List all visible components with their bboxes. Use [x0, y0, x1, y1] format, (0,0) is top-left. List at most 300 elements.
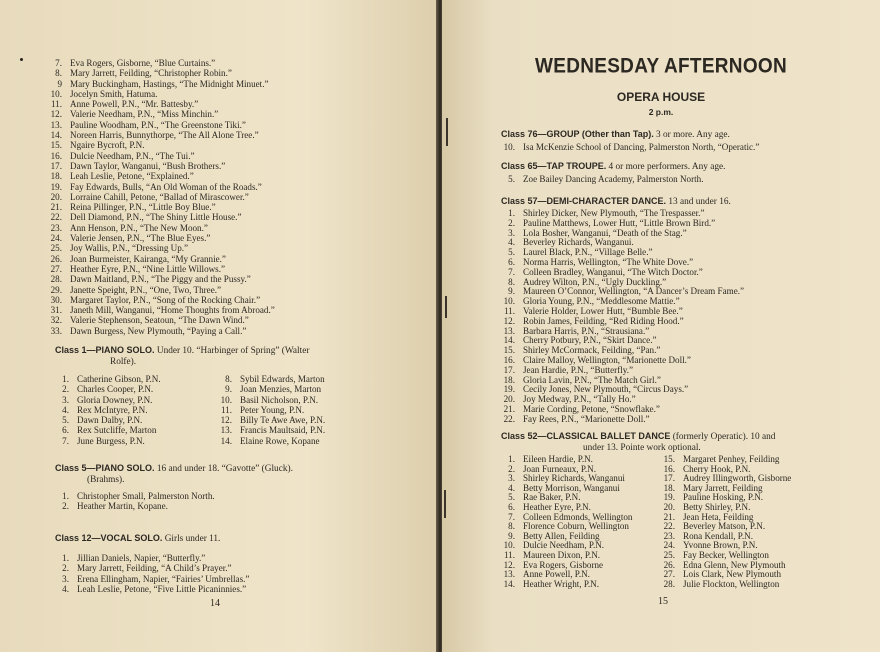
- entry-number: 21.: [503, 403, 515, 414]
- entry: [48, 161, 275, 171]
- entry-text: Joy Wallis, P.N., “Dressing Up.”: [70, 243, 189, 254]
- class-5-list: [55, 491, 215, 512]
- entry-text: Dawn Dalby, P.N.: [77, 415, 143, 426]
- entry: [48, 68, 275, 78]
- entry-number: 7.: [508, 266, 515, 277]
- entry: [218, 395, 325, 405]
- entry-number: 10.: [220, 394, 232, 405]
- entry-number: 11.: [50, 99, 62, 110]
- entry-number: 16.: [50, 150, 62, 161]
- entry-text: Jocelyn Smith, Hatuma.: [70, 88, 158, 99]
- entry: [55, 501, 215, 511]
- entry: [48, 99, 275, 109]
- entry-number: 23.: [50, 222, 62, 233]
- entry-text: Beverley Matson, P.N.: [683, 521, 766, 532]
- entry-number: 9.: [508, 286, 515, 297]
- class-52-entries: [501, 455, 791, 589]
- class-65-label: Class 65—TAP TROUPE.: [501, 161, 607, 171]
- entry-number: 13.: [50, 119, 62, 130]
- entry-text: Betty Shirley, P.N.: [683, 501, 751, 512]
- page-number-left: 14: [210, 598, 220, 609]
- continued-entries-section: [48, 58, 275, 336]
- entry: [48, 109, 275, 119]
- class-76-label: Class 76—GROUP (Other than Tap).: [501, 129, 654, 139]
- entry: [48, 79, 275, 89]
- entry: [48, 315, 275, 325]
- entry-text: Joan Furneaux, P.N.: [523, 463, 596, 474]
- class-5-heading: [55, 463, 405, 486]
- entry-number: 16.: [503, 354, 515, 365]
- entry-text: Dulcie Needham, P.N., “The Tui.”: [70, 150, 195, 161]
- entry: [218, 415, 325, 425]
- entry-text: Florence Coburn, Wellington: [523, 521, 629, 532]
- class-1-entries: [55, 374, 325, 446]
- entry-number: 4.: [508, 482, 515, 493]
- entry-text: Eva Rogers, Gisborne: [523, 559, 604, 570]
- entry: [48, 202, 275, 212]
- entry-number: 5.: [508, 174, 515, 184]
- entry-number: 8.: [508, 521, 515, 532]
- entry: [48, 254, 275, 264]
- entry-text: Colleen Edmonds, Wellington: [523, 511, 633, 522]
- entry: [48, 120, 275, 130]
- entry: [55, 384, 218, 394]
- entry-number: 31.: [50, 305, 62, 316]
- entry-number: 6.: [508, 501, 515, 512]
- entry: [55, 436, 218, 446]
- entry-number: 2.: [62, 563, 69, 574]
- entry-text: Laurel Black, P.N., “Village Belle.”: [523, 247, 653, 258]
- entry-number: 8.: [225, 374, 232, 384]
- entry-number: 11.: [503, 549, 515, 560]
- entry-text: Heather Eyre, P.N., “Nine Little Willows.”: [70, 263, 226, 274]
- entry-number: 10.: [503, 296, 515, 307]
- entry-number: 14.: [503, 578, 515, 589]
- page-number-right: 15: [658, 596, 668, 607]
- left-page: [0, 0, 438, 652]
- entry-text: Robin James, Feilding, “Red Riding Hood.”: [523, 315, 684, 326]
- entry-text: Zoe Bailey Dancing Academy, Palmerston North.: [523, 174, 704, 184]
- entry-number: 18.: [50, 171, 62, 182]
- entry-text: Sybil Edwards, Marton: [240, 374, 325, 384]
- entry-text: Maureen O’Connor, Wellington, “A Dancer’s Dream Fame.”: [523, 286, 745, 297]
- class-76-description: 3 or more. Any age.: [653, 130, 730, 140]
- entry-text: Basil Nicholson, P.N.: [240, 394, 319, 405]
- entry-text: Cecily Jones, New Plymouth, “Circus Days.”: [523, 384, 689, 395]
- entry-text: Valerie Holder, Lower Hutt, “Bumble Bee.”: [523, 305, 683, 316]
- entry: [501, 142, 759, 152]
- class-12-description: Girls under 11.: [162, 534, 221, 544]
- class-57-list: [501, 209, 744, 425]
- entry-text: Ngaire Bycroft, P.N.: [70, 140, 145, 151]
- class-52-label: Class 52—CLASSICAL BALLET DANCE: [501, 431, 671, 441]
- entry-number: 15.: [503, 345, 515, 356]
- entry-number: 3.: [62, 573, 69, 584]
- entry-number: 2.: [62, 501, 69, 512]
- entry-text: Margaret Taylor, P.N., “Song of the Rocking Chair.”: [70, 294, 261, 305]
- entry: [218, 405, 325, 415]
- entry-text: Jean Heta, Feilding: [683, 511, 754, 522]
- entry-text: Gloria Downey, P.N.: [77, 394, 153, 405]
- entry-number: 26.: [50, 253, 62, 264]
- entry-text: Marie Cording, Petone, “Snowflake.”: [523, 403, 660, 414]
- class-52-col-1: [501, 455, 661, 589]
- class-57-label: Class 57—DEMI-CHARACTER DANCE.: [501, 196, 667, 206]
- entry-number: 15.: [663, 454, 675, 464]
- entry-number: 33.: [50, 325, 62, 336]
- entry-number: 16.: [663, 463, 675, 474]
- entry: [48, 233, 275, 243]
- entry-text: Gloria Lavin, P.N., “The Match Girl.”: [523, 374, 661, 385]
- entry: [501, 580, 661, 590]
- entry-text: Barbara Harris, P.N., “Strausiana.”: [523, 325, 650, 336]
- entry-text: Cherry Hook, P.N.: [683, 463, 751, 474]
- class-57-entries: [501, 209, 744, 425]
- class-1-description: Under 10. “Harbinger of Spring” (Walter: [154, 346, 310, 356]
- entry-number: 12.: [503, 559, 515, 570]
- entry-number: 17.: [663, 473, 675, 484]
- class-52-description: (formerly Operatic). 10 and: [670, 432, 776, 442]
- class-52-heading: [501, 431, 871, 454]
- entry-number: 6.: [508, 256, 515, 267]
- entry-number: 3.: [508, 227, 515, 238]
- entry-text: Mary Jarrett, Feilding, “Christopher Robin.”: [70, 68, 232, 79]
- entry-text: Anne Powell, P.N., “Mr. Battesby.”: [70, 99, 199, 110]
- entry-number: 2.: [508, 217, 515, 228]
- entry-text: Audrey Illingworth, Gisborne: [683, 473, 792, 484]
- time-label: 2 p.m.: [648, 107, 674, 117]
- entry-text: Julie Flockton, Wellington: [683, 578, 780, 589]
- entry-text: Peter Young, P.N.: [240, 404, 305, 415]
- entry-text: Rex Sutcliffe, Marton: [77, 425, 157, 436]
- entry: [218, 425, 325, 435]
- entry-text: Mary Jarrett, Feilding, “A Child’s Prayer.”: [77, 563, 232, 574]
- entry-number: 7.: [508, 511, 515, 522]
- class-52-col-2: [661, 455, 791, 589]
- entry: [55, 374, 218, 384]
- entry-text: Mary Buckingham, Hastings, “The Midnight Minuet.”: [70, 78, 269, 89]
- entry: [218, 436, 325, 446]
- class-12-heading: [55, 533, 405, 545]
- entry: [661, 580, 791, 590]
- right-page: [442, 0, 880, 652]
- entry-text: Pauline Woodham, P.N., “The Greenstone Tiki.”: [70, 119, 246, 130]
- entry-text: Reina Pillinger, P.N., “Little Boy Blue.”: [70, 202, 216, 213]
- entry-number: 23.: [663, 530, 675, 541]
- entry-number: 25.: [50, 243, 62, 254]
- entry-text: Joan Menzies, Marton: [240, 384, 322, 395]
- entry-number: 24.: [50, 233, 62, 244]
- entry-text: Rona Kendall, P.N.: [683, 530, 753, 541]
- entry-text: Lola Bosher, Wanganui, “Death of the Stag.”: [523, 227, 687, 238]
- entry-text: Edna Glenn, New Plymouth: [683, 559, 786, 570]
- entry-text: Beverley Richards, Wanganui.: [523, 237, 634, 248]
- entry-number: 12.: [50, 109, 62, 120]
- entry-text: Audrey Wilton, P.N., “Ugly Duckling.”: [523, 276, 667, 287]
- entry-text: Pauline Matthews, Lower Hutt, “Little Brown Bird.”: [523, 217, 716, 228]
- entry-text: June Burgess, P.N.: [77, 435, 145, 446]
- margin-mark: [444, 490, 446, 518]
- entry-number: 28.: [663, 578, 675, 589]
- entry-text: Joan Burmeister, Kairanga, “My Grannie.”: [70, 253, 226, 264]
- entry-text: Janeth Mill, Wanganui, “Home Thoughts from Abroad.”: [70, 305, 275, 316]
- entry-text: Rex McIntyre, P.N.: [77, 404, 148, 415]
- entry: [48, 151, 275, 161]
- entry-text: Janette Speight, P.N., “One, Two, Three.”: [70, 284, 222, 295]
- entry-text: Isa McKenzie School of Dancing, Palmerston North, “Operatic.”: [523, 142, 760, 152]
- entry-text: Heather Martin, Kopane.: [77, 501, 168, 512]
- entry-number: 19.: [50, 181, 62, 192]
- entry-text: Norma Harris, Wellington, “The White Dove.”: [523, 256, 694, 267]
- entry-number: 14.: [503, 335, 515, 346]
- entry-text: Fay Becker, Wellington: [683, 549, 769, 560]
- entry: [48, 182, 275, 192]
- class-76-heading: [501, 129, 730, 141]
- entry-number: 20.: [663, 501, 675, 512]
- entry-text: Margaret Penhey, Feilding: [683, 454, 780, 464]
- venue-heading: OPERA HOUSE: [616, 90, 706, 104]
- entry-number: 1.: [62, 553, 69, 563]
- entry-text: Jean Hardie, P.N., “Butterfly.”: [523, 364, 634, 375]
- entry-number: 18.: [503, 374, 515, 385]
- entry-number: 11.: [220, 404, 232, 415]
- entry-text: Fay Edwards, Bulls, “An Old Woman of the Roads.”: [70, 181, 262, 192]
- class-12-entries: [55, 553, 249, 594]
- entry: [48, 89, 275, 99]
- entry-number: 1.: [508, 454, 515, 464]
- entry-text: Gloria Young, P.N., “Meddlesome Mattie.”: [523, 296, 680, 307]
- entry-text: Betty Allen, Feilding: [523, 530, 600, 541]
- class-12-label: Class 12—VOCAL SOLO.: [55, 533, 163, 543]
- entry-number: 9.: [508, 530, 515, 541]
- entry-number: 18.: [663, 482, 675, 493]
- entry-number: 12.: [503, 315, 515, 326]
- entry-number: 21.: [663, 511, 675, 522]
- class-1-col-1: [55, 374, 218, 446]
- entry-number: 9.: [225, 384, 232, 395]
- entry-number: 5.: [508, 247, 515, 258]
- entry-number: 28.: [50, 274, 62, 285]
- entry-text: Dawn Taylor, Wanganui, “Bush Brothers.”: [70, 160, 226, 171]
- entry: [48, 140, 275, 150]
- entry-number: 8.: [508, 276, 515, 287]
- entry-number: 11.: [503, 305, 515, 316]
- entry-text: Dawn Maitland, P.N., “The Piggy and the Pussy.”: [70, 274, 251, 285]
- class-5-label: Class 5—PIANO SOLO.: [55, 463, 155, 473]
- entry-number: 24.: [663, 540, 675, 551]
- entry: [48, 274, 275, 284]
- entry: [55, 491, 215, 501]
- entry-text: Francis Maultsaid, P.N.: [240, 425, 326, 436]
- entry-text: Maureen Dixon, P.N.: [523, 549, 601, 560]
- entry-text: Elaine Rowe, Kopane: [240, 435, 320, 446]
- entry-text: Cherry Potbury, P.N., “Skirt Dance.”: [523, 335, 657, 346]
- entry-text: Valerie Jensen, P.N., “The Blue Eyes.”: [70, 233, 211, 244]
- entry-number: 8.: [55, 68, 62, 79]
- entry-number: 14.: [50, 130, 62, 141]
- entry-number: 6.: [62, 425, 69, 436]
- entry-text: Ann Henson, P.N., “The New Moon.”: [70, 222, 208, 233]
- entry-number: 21.: [50, 202, 62, 213]
- entry: [48, 264, 275, 274]
- entry-number: 29.: [50, 284, 62, 295]
- entry-text: Yvonne Brown, P.N.: [683, 540, 758, 551]
- entry-number: 19.: [503, 384, 515, 395]
- entry: [48, 171, 275, 181]
- entry-number: 1.: [508, 208, 515, 218]
- entry: [48, 192, 275, 202]
- entry-number: 5.: [62, 415, 69, 426]
- entry-number: 19.: [663, 492, 675, 503]
- page-title: WEDNESDAY AFTERNOON: [534, 54, 788, 79]
- entry: [48, 305, 275, 315]
- class-5-description-cont: (Brahms).: [87, 475, 125, 485]
- entry-number: 3.: [508, 473, 515, 484]
- entry-number: 25.: [663, 549, 675, 560]
- entry: [218, 374, 325, 384]
- entry: [501, 174, 703, 184]
- entry-number: 15.: [50, 140, 62, 151]
- class-57-description: 13 and under 16.: [666, 197, 731, 207]
- entry-text: Lorraine Cahill, Petone, “Ballad of Mirascower.”: [70, 191, 249, 202]
- entry-number: 30.: [50, 294, 62, 305]
- entry-number: 4.: [508, 237, 515, 248]
- entry-number: 20.: [503, 394, 515, 405]
- entry-number: 17.: [503, 364, 515, 375]
- class-1-description-cont: Rolfe).: [110, 357, 137, 367]
- entry-text: Colleen Bradley, Wanganui, “The Witch Doctor.”: [523, 266, 703, 277]
- entry-text: Valerie Needham, P.N., “Miss Minchin.”: [70, 109, 219, 120]
- entry: [55, 425, 218, 435]
- entry-text: Heather Eyre, P.N.: [523, 501, 591, 512]
- class-5-description: 16 and under 18. “Gavotte” (Gluck).: [154, 464, 293, 474]
- entry: [55, 395, 218, 405]
- entry-text: Shirley Dicker, New Plymouth, “The Trespasser.”: [523, 208, 705, 218]
- class-52-description-cont: under 13. Pointe work optional.: [583, 443, 701, 453]
- class-76-list: [501, 142, 759, 152]
- entry-number: 13.: [503, 569, 515, 580]
- entry: [48, 285, 275, 295]
- entry: [501, 415, 744, 425]
- entry-text: Mary Jarrett, Feilding: [683, 482, 763, 493]
- class-65-heading: [501, 161, 725, 173]
- entry-number: 13.: [503, 325, 515, 336]
- entry-text: Shirley McCormack, Feilding, “Pan.”: [523, 345, 661, 356]
- entry: [48, 326, 275, 336]
- entry-number: 14.: [220, 435, 232, 446]
- entry: [55, 415, 218, 425]
- entry-text: Noreen Harris, Bunnythorpe, “The All Alone Tree.”: [70, 130, 259, 141]
- entry-text: Rae Baker, P.N.: [523, 492, 581, 503]
- entry-text: Dawn Burgess, New Plymouth, “Paying a Call.”: [70, 325, 247, 336]
- class-65-description: 4 or more performers. Any age.: [606, 162, 726, 172]
- entry-text: Fay Rees, P.N., “Marionette Doll.”: [523, 413, 650, 424]
- entry: [55, 584, 249, 594]
- entry: [48, 58, 275, 68]
- entry-number: 22.: [503, 413, 515, 424]
- entry: [55, 553, 249, 563]
- entry-number: 9: [57, 78, 62, 89]
- entry-text: Pauline Hosking, P.N.: [683, 492, 764, 503]
- entry-number: 2.: [508, 463, 515, 474]
- class-1-heading: [55, 345, 405, 368]
- entry-number: 2.: [62, 384, 69, 395]
- entry: [48, 295, 275, 305]
- entry-text: Shirley Richards, Wanganui: [523, 473, 625, 484]
- entry-number: 13.: [220, 425, 232, 436]
- entry: [218, 384, 325, 394]
- entry-number: 12.: [220, 415, 232, 426]
- entry-number: 1.: [62, 491, 69, 501]
- class-65-list: [501, 174, 703, 184]
- entry-number: 1.: [62, 374, 69, 384]
- entry-number: 4.: [62, 404, 69, 415]
- entry-number: 10.: [503, 540, 515, 551]
- ink-spot: [20, 58, 23, 61]
- entry-number: 10.: [50, 88, 62, 99]
- entry: [48, 212, 275, 222]
- entry-number: 7.: [55, 58, 62, 68]
- entry-text: Eileen Hardie, P.N.: [523, 454, 593, 464]
- entry-text: Dell Diamond, P.N., “The Shiny Little House.”: [70, 212, 242, 223]
- entry-text: Eva Rogers, Gisborne, “Blue Curtains.”: [70, 58, 216, 68]
- entry-text: Charles Cooper, P.N.: [77, 384, 154, 395]
- entry: [55, 563, 249, 573]
- entry-number: 20.: [50, 191, 62, 202]
- entry-number: 17.: [50, 160, 62, 171]
- entry-number: 22.: [50, 212, 62, 223]
- entry-text: Billy Te Awe Awe, P.N.: [240, 415, 326, 426]
- entry-number: 27.: [663, 569, 675, 580]
- entry: [55, 405, 218, 415]
- class-1-col-2: [218, 374, 325, 446]
- class-12-list: [55, 553, 249, 594]
- entry-number: 26.: [663, 559, 675, 570]
- entry-text: Lois Clark, New Plymouth: [683, 569, 782, 580]
- entry-text: Anne Powell, P.N.: [523, 569, 590, 580]
- entry: [55, 574, 249, 584]
- entry-text: Heather Wright, P.N.: [523, 578, 599, 589]
- entry-number: 5.: [508, 492, 515, 503]
- margin-mark: [445, 296, 447, 318]
- entry-text: Leah Leslie, Petone, “Five Little Picaninnies.”: [77, 583, 247, 594]
- class-57-heading: [501, 196, 731, 208]
- entry-text: Christopher Small, Palmerston North.: [77, 491, 215, 501]
- entry-text: Catherine Gibson, P.N.: [77, 374, 161, 384]
- class-76-entries: [501, 142, 759, 152]
- class-5-entries: [55, 491, 215, 512]
- entry-text: Jillian Daniels, Napier, “Butterfly.”: [77, 553, 206, 563]
- entry-text: Valerie Stephenson, Seatoun, “The Dawn Wind.”: [70, 315, 249, 326]
- entry-text: Joy Medway, P.N., “Tally Ho.”: [523, 394, 636, 405]
- entry-number: 4.: [62, 583, 69, 594]
- class-65-entries: [501, 174, 703, 184]
- entry-number: 7.: [62, 435, 69, 446]
- margin-mark: [446, 118, 448, 146]
- entry-text: Betty Morrison, Wanganui: [523, 482, 620, 493]
- entry-number: 3.: [62, 394, 69, 405]
- entry-text: Erena Ellingham, Napier, “Fairies’ Umbrellas.”: [77, 573, 250, 584]
- entry-text: Leah Leslie, Petone, “Explained.”: [70, 171, 194, 182]
- entry-number: 27.: [50, 263, 62, 274]
- entry: [48, 223, 275, 233]
- entry-text: Claire Malloy, Wellington, “Marionette Doll.”: [523, 354, 691, 365]
- class-1-label: Class 1—PIANO SOLO.: [55, 345, 155, 355]
- continued-entries-list: [48, 58, 275, 336]
- entry: [48, 130, 275, 140]
- entry: [48, 243, 275, 253]
- entry-number: 10.: [503, 142, 515, 152]
